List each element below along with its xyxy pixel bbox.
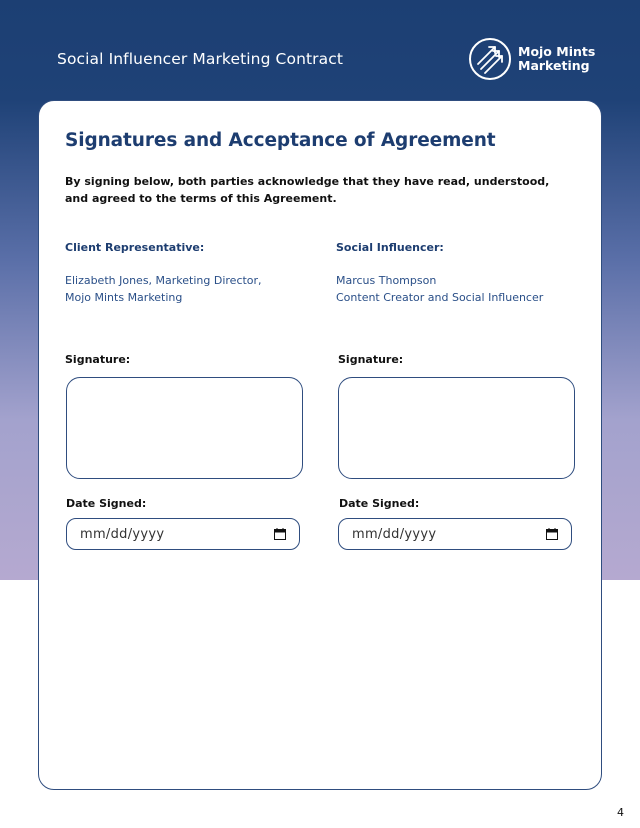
- document-title: Social Influencer Marketing Contract: [57, 50, 344, 68]
- arrows-circle-icon: [468, 37, 512, 81]
- client-date-input[interactable]: [66, 518, 300, 550]
- influencer-signature-label: Signature:: [338, 353, 404, 366]
- influencer-date-placeholder: mm/dd/yyyy: [352, 526, 437, 542]
- influencer-date-label: Date Signed:: [339, 497, 420, 510]
- influencer-signature-box[interactable]: [338, 377, 575, 479]
- influencer-name-line-2: Content Creator and Social Influencer: [336, 290, 544, 304]
- client-signature-label: Signature:: [65, 353, 131, 366]
- client-date-label: Date Signed:: [66, 497, 147, 510]
- influencer-name-line-1: Marcus Thompson: [336, 274, 437, 287]
- influencer-date-input[interactable]: [338, 518, 572, 550]
- section-heading: Signatures and Acceptance of Agreement: [65, 130, 496, 151]
- client-signature-box[interactable]: [66, 377, 303, 479]
- company-logo: [468, 37, 595, 81]
- client-label: Client Representative:: [65, 241, 205, 254]
- client-date-placeholder: mm/dd/yyyy: [80, 526, 165, 542]
- client-name: [65, 273, 262, 306]
- logo-text: [518, 45, 595, 73]
- logo-line-2: Marketing: [518, 58, 590, 73]
- client-name-line-1: Elizabeth Jones, Marketing Director,: [65, 274, 262, 287]
- influencer-name: [336, 273, 543, 306]
- intro-text: By signing below, both parties acknowledge that they have read, understood, and agreed to the terms of this Agreement.: [65, 175, 550, 205]
- calendar-icon[interactable]: [546, 528, 558, 540]
- page-number: 4: [617, 806, 624, 819]
- logo-line-1: Mojo Mints: [518, 44, 596, 59]
- influencer-label: Social Influencer:: [336, 241, 444, 254]
- signature-card: [38, 100, 602, 790]
- client-name-line-2: Mojo Mints Marketing: [65, 290, 183, 304]
- calendar-icon[interactable]: [274, 528, 286, 540]
